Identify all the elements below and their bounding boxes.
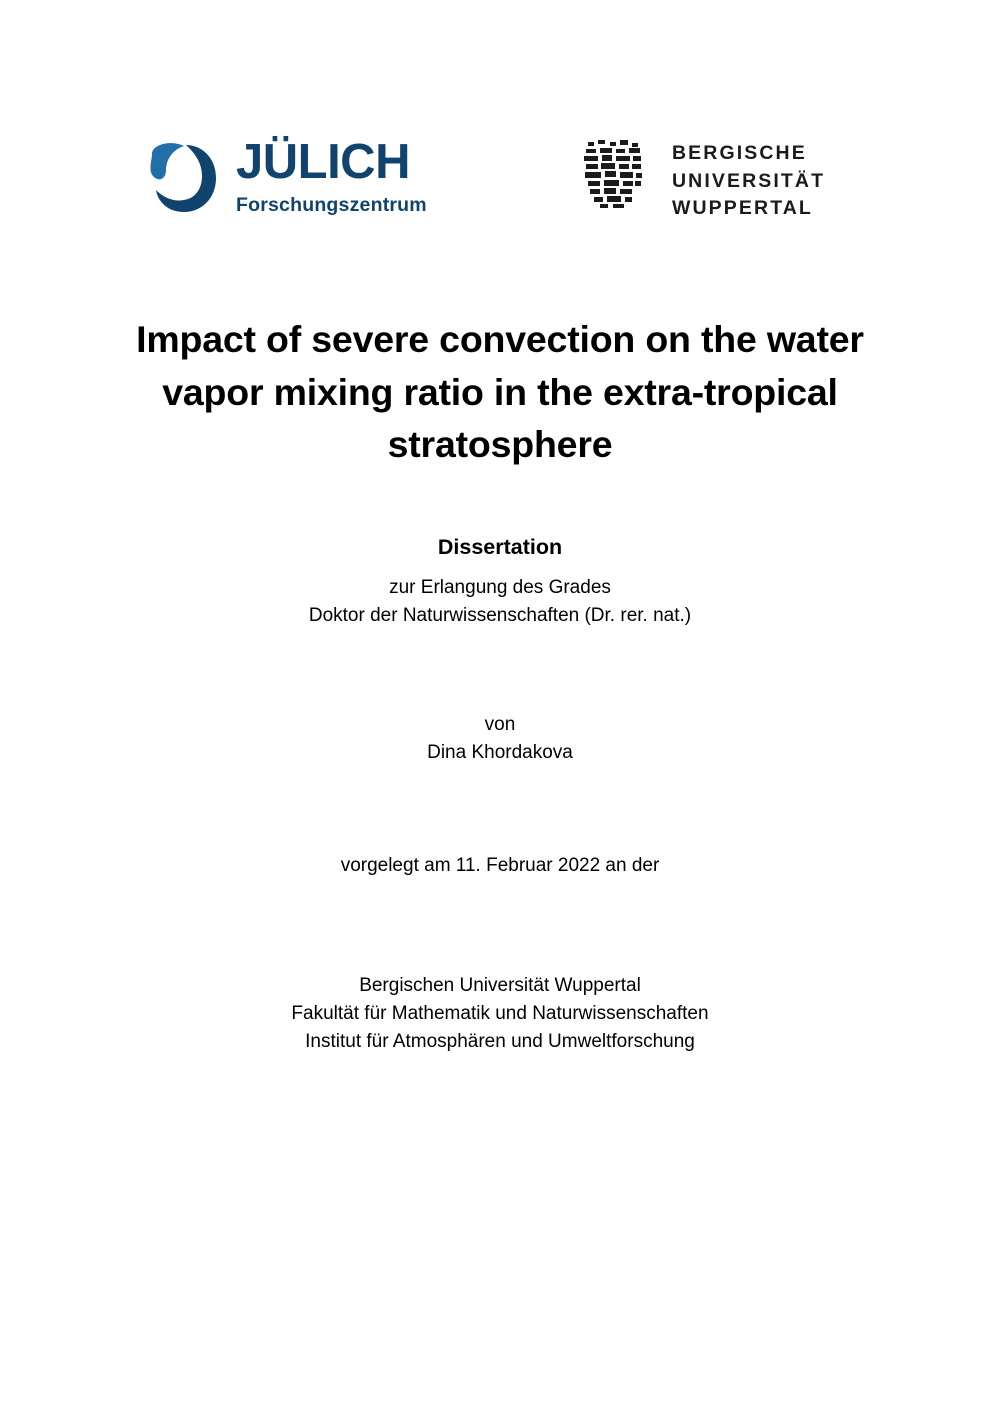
julich-logo	[146, 136, 446, 236]
julich-subtitle: Forschungszentrum	[236, 194, 427, 216]
wuppertal-logo	[580, 138, 880, 230]
degree-line-1: zur Erlangung des Grades	[389, 577, 611, 599]
institution-line-2: Fakultät für Mathematik und Naturwissenschaften	[291, 1003, 709, 1025]
author-block	[100, 711, 900, 767]
degree-block	[100, 531, 900, 630]
wuppertal-line-3: WUPPERTAL	[672, 197, 813, 220]
page-title: Impact of severe convection on the water vapor mixing ratio in the extra-tropical stratosphere	[136, 318, 864, 466]
wuppertal-line-2: UNIVERSITÄT	[672, 169, 826, 192]
julich-title: JÜLICH	[236, 135, 410, 189]
submission-date: vorgelegt am 11. Februar 2022 an der	[340, 855, 660, 876]
institution-block	[100, 972, 900, 1056]
logo-band	[0, 128, 1000, 238]
julich-swirl-icon	[146, 140, 222, 216]
degree-line-2: Doktor der Naturwissenschaften (Dr. rer. nat.)	[308, 605, 692, 627]
author-preposition: von	[484, 714, 516, 735]
institution-line-1: Bergischen Universität Wuppertal	[359, 975, 641, 996]
degree-heading: Dissertation	[437, 535, 563, 559]
author-name: Dina Khordakova	[427, 742, 573, 764]
wuppertal-wordmark	[672, 140, 825, 223]
julich-wordmark	[236, 135, 446, 216]
wuppertal-line-1: BERGISCHE	[672, 142, 807, 164]
bergische-lion-icon	[580, 138, 648, 210]
institution-line-3: Institut für Atmosphären und Umweltforschung	[305, 1031, 695, 1053]
